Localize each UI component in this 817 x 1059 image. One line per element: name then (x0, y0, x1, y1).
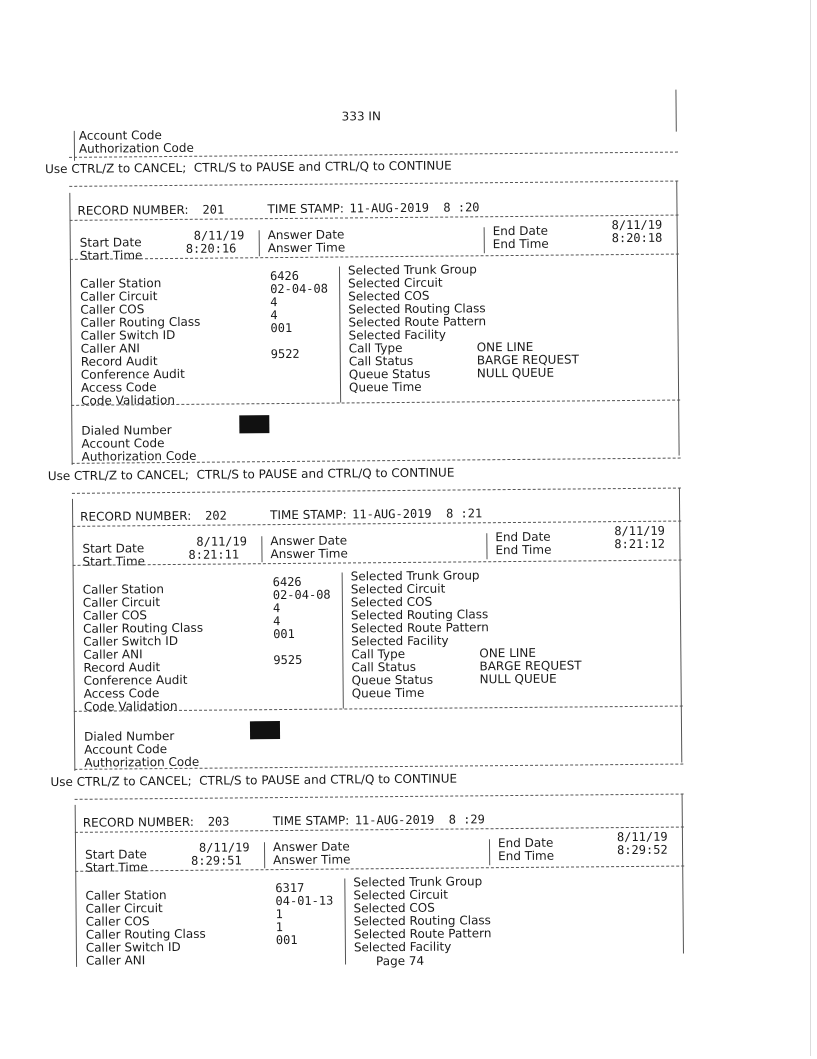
selected-circuit-label: Selected Circuit (348, 275, 443, 291)
end-date-label: End Date (495, 529, 551, 545)
selected-trunk-group-label: Selected Trunk Group (350, 568, 480, 584)
end-time-value: 8:29:52 (617, 842, 668, 858)
ctrl-message: Use CTRL/Z to CANCEL; CTRL/S to PAUSE and CTRL/Q to CONTINUE (47, 465, 455, 484)
record-audit-label: Record Audit (80, 354, 158, 369)
end-date-value: 8/11/19 (611, 217, 663, 233)
caller-switch-id-label: Caller Switch ID (80, 327, 176, 343)
caller-circuit-value: 04-01-13 (275, 893, 334, 909)
caller-ani-label: Caller ANI (83, 647, 143, 662)
page-title: 333 IN (341, 109, 381, 124)
caller-routing-class-value: 4 (272, 614, 281, 629)
code-validation-label: Code Validation (81, 392, 175, 408)
dialed-number-label: Dialed Number (83, 728, 175, 744)
answer-time-label: Answer Time (270, 546, 348, 562)
start-date-value: 8/11/19 (198, 840, 250, 855)
caller-cos-value: 4 (272, 601, 281, 616)
caller-cos-value: 1 (275, 907, 283, 922)
selected-cos-label: Selected COS (350, 594, 433, 610)
queue-status-label: Queue Status (351, 672, 434, 688)
dialed-number-label: Dialed Number (81, 422, 172, 438)
call-status-value: BARGE REQUEST (476, 352, 579, 368)
call-status-label: Call Status (348, 353, 414, 369)
start-time-value: 8:21:11 (188, 547, 240, 562)
record-number-label: RECORD NUMBER: (80, 508, 192, 524)
selected-facility-label: Selected Facility (348, 327, 447, 343)
border-line (486, 533, 487, 559)
caller-station-label: Caller Station (85, 888, 167, 903)
separator-line (69, 181, 678, 187)
queue-time-label: Queue Time (348, 379, 422, 395)
start-time-label: Start Time (79, 248, 143, 263)
call-type-value: ONE LINE (476, 339, 534, 355)
access-code-label: Access Code (80, 380, 157, 395)
border-line (261, 536, 262, 562)
border-line (676, 181, 679, 456)
separator-line (75, 794, 684, 800)
selected-route-pattern-label: Selected Route Pattern (348, 314, 487, 330)
separator-line (75, 866, 684, 872)
end-date-value: 8/11/19 (616, 829, 668, 845)
start-date-value: 8/11/19 (196, 534, 247, 549)
caller-switch-id-value: 001 (273, 626, 295, 642)
queue-time-label: Queue Time (351, 685, 425, 701)
border-line (69, 193, 72, 465)
start-time-value: 8:20:16 (185, 241, 237, 256)
caller-switch-id-value: 001 (275, 932, 298, 948)
redaction-block (239, 415, 269, 433)
selected-facility-label: Selected Facility (353, 939, 452, 955)
caller-ani-label: Caller ANI (80, 341, 140, 356)
selected-cos-label: Selected COS (353, 900, 435, 916)
selected-cos-label: Selected COS (348, 288, 430, 304)
code-validation-label: Code Validation (83, 698, 178, 714)
authorization-code-label: Authorization Code (84, 754, 200, 770)
authorization-code-label: Authorization Code (78, 140, 194, 156)
end-date-label: End Date (492, 223, 549, 239)
start-date-label: Start Date (79, 235, 142, 250)
border-line (342, 573, 344, 709)
caller-routing-class-label: Caller Routing Class (83, 620, 204, 636)
border-line (72, 499, 75, 771)
caller-switch-id-value: 001 (270, 320, 293, 336)
access-code-label: Access Code (83, 686, 160, 701)
caller-cos-label: Caller COS (80, 302, 145, 317)
call-type-label: Call Type (348, 340, 403, 356)
ctrl-message: Use CTRL/Z to CANCEL; CTRL/S to PAUSE and CTRL/Q to CONTINUE (45, 158, 452, 177)
separator-line (70, 254, 679, 260)
answer-date-label: Answer Date (267, 227, 345, 243)
ctrl-message: Use CTRL/Z to CANCEL; CTRL/S to PAUSE and CTRL/Q to CONTINUE (50, 771, 458, 790)
account-code-label: Account Code (84, 742, 168, 757)
end-date-value: 8/11/19 (614, 523, 665, 539)
queue-status-label: Queue Status (348, 366, 431, 382)
record-number-label: RECORD NUMBER: (82, 814, 194, 830)
caller-switch-id-label: Caller Switch ID (85, 939, 181, 955)
selected-trunk-group-label: Selected Trunk Group (353, 874, 483, 890)
start-time-label: Start Time (85, 860, 148, 875)
border-line (675, 90, 676, 132)
end-date-label: End Date (497, 835, 554, 851)
time-stamp-value: 11-AUG-2019 8 :21 (352, 506, 483, 522)
answer-date-label: Answer Date (272, 839, 350, 855)
selected-route-pattern-label: Selected Route Pattern (353, 926, 492, 942)
caller-routing-class-value: 4 (270, 308, 278, 323)
caller-circuit-value: 02-04-08 (270, 281, 329, 297)
border-line (679, 488, 682, 763)
border-line (339, 267, 341, 403)
caller-circuit-label: Caller Circuit (85, 901, 163, 916)
caller-station-value: 6317 (275, 880, 305, 896)
end-time-label: End Time (498, 848, 555, 864)
selected-facility-label: Selected Facility (351, 633, 449, 649)
caller-circuit-label: Caller Circuit (80, 289, 158, 304)
time-stamp-value: 11-AUG-2019 8 :29 (354, 812, 485, 828)
account-code-label: Account Code (81, 436, 165, 451)
start-time-label: Start Time (82, 554, 146, 569)
caller-station-value: 6426 (272, 574, 302, 590)
account-code-label: Account Code (78, 128, 162, 143)
authorization-code-label: Authorization Code (81, 448, 197, 464)
selected-route-pattern-label: Selected Route Pattern (351, 620, 489, 636)
time-stamp-label: TIME STAMP: (267, 201, 344, 217)
record-number-value: 201 (202, 202, 225, 217)
time-stamp-label: TIME STAMP: (270, 507, 347, 523)
record-number-value: 202 (205, 508, 227, 523)
end-time-value: 8:21:12 (614, 536, 666, 552)
border-line (489, 839, 490, 865)
caller-cos-label: Caller COS (82, 608, 148, 623)
caller-circuit-label: Caller Circuit (82, 595, 161, 610)
call-status-label: Call Status (351, 659, 416, 675)
border-line (264, 842, 265, 868)
selected-routing-class-label: Selected Routing Class (348, 301, 486, 317)
call-status-value: BARGE REQUEST (479, 658, 582, 674)
caller-station-value: 6426 (269, 268, 300, 284)
record-audit-label: Record Audit (83, 660, 161, 675)
start-time-value: 8:29:51 (191, 853, 242, 868)
queue-status-value: NULL QUEUE (476, 365, 555, 381)
start-date-value: 8/11/19 (193, 228, 245, 243)
answer-time-label: Answer Time (267, 240, 346, 256)
border-line (344, 878, 346, 964)
caller-routing-class-value: 1 (275, 920, 284, 935)
conference-audit-label: Conference Audit (83, 672, 188, 688)
end-time-label: End Time (492, 236, 549, 252)
selected-trunk-group-label: Selected Trunk Group (347, 262, 477, 278)
record-number-value: 203 (207, 814, 230, 829)
separator-line (72, 488, 681, 494)
record-number-label: RECORD NUMBER: (77, 202, 189, 218)
selected-circuit-label: Selected Circuit (353, 887, 448, 903)
caller-ani-label: Caller ANI (85, 953, 146, 968)
time-stamp-value: 11-AUG-2019 8 :20 (349, 200, 480, 216)
caller-switch-id-label: Caller Switch ID (83, 633, 179, 649)
caller-circuit-value: 02-04-08 (272, 587, 331, 603)
selected-circuit-label: Selected Circuit (350, 581, 446, 597)
caller-cos-label: Caller COS (85, 914, 150, 929)
caller-cos-value: 4 (270, 295, 278, 310)
start-date-label: Start Date (82, 541, 145, 556)
caller-station-label: Caller Station (82, 582, 165, 597)
page-number: Page 74 (375, 953, 425, 969)
caller-routing-class-label: Caller Routing Class (85, 926, 206, 942)
end-time-label: End Time (495, 542, 552, 558)
border-line (682, 794, 684, 954)
record-audit-value: 9525 (273, 652, 303, 668)
selected-routing-class-label: Selected Routing Class (353, 913, 491, 929)
selected-routing-class-label: Selected Routing Class (350, 607, 489, 623)
time-stamp-label: TIME STAMP: (272, 813, 350, 829)
call-type-label: Call Type (351, 646, 406, 662)
border-line (75, 805, 77, 967)
end-time-value: 8:20:18 (611, 230, 663, 246)
queue-status-value: NULL QUEUE (479, 671, 557, 687)
redaction-block (250, 721, 280, 739)
answer-time-label: Answer Time (273, 852, 351, 868)
record-audit-value: 9522 (270, 346, 300, 362)
border-line (484, 227, 485, 253)
answer-date-label: Answer Date (270, 533, 348, 549)
border-line (259, 230, 260, 256)
conference-audit-label: Conference Audit (80, 366, 185, 382)
caller-station-label: Caller Station (80, 276, 162, 291)
caller-routing-class-label: Caller Routing Class (80, 314, 201, 330)
call-type-value: ONE LINE (479, 645, 537, 661)
start-date-label: Start Date (85, 847, 147, 862)
separator-line (73, 560, 682, 566)
